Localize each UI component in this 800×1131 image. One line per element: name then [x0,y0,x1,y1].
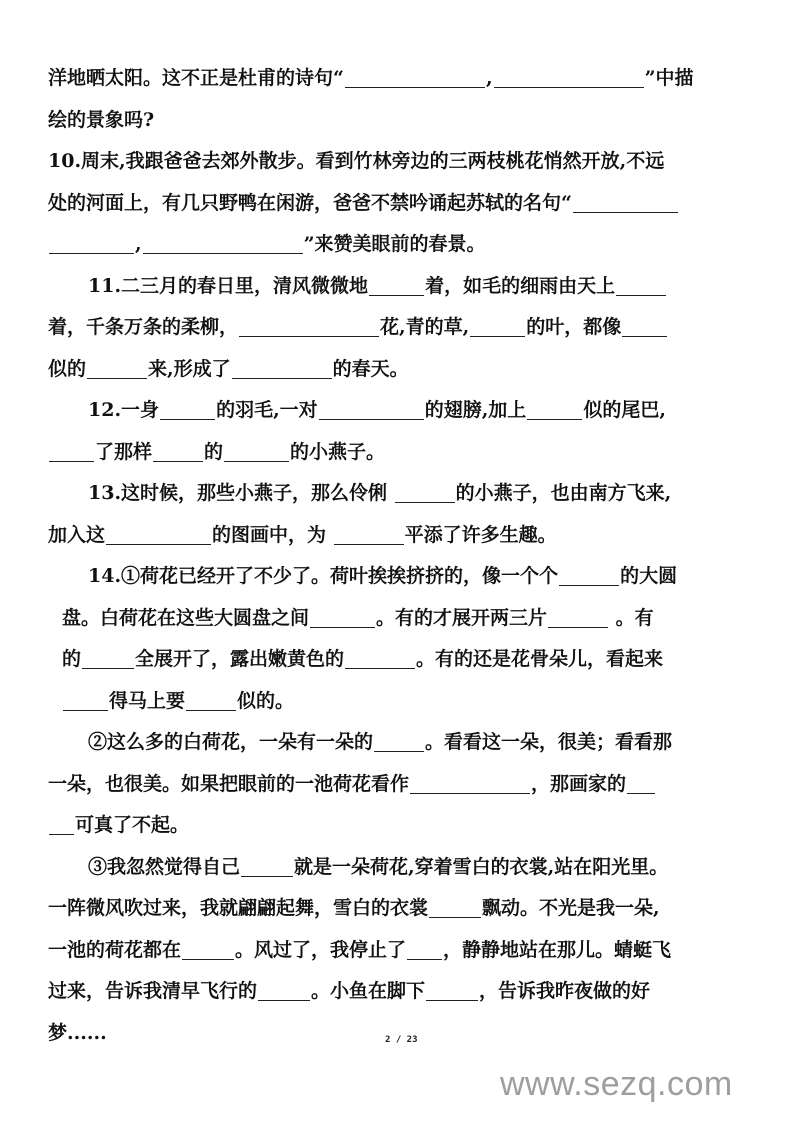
fill-in-blank[interactable] [106,522,211,545]
text-segment: 盘。白荷花在这些大圆盘之间 [62,606,310,629]
text-segment: 的图画中，为 [212,523,333,546]
fill-in-blank[interactable] [49,812,74,835]
text-segment: 着，千条万条的柔柳， [48,316,239,338]
watermark: www.sezq.com [500,1065,733,1103]
fill-in-blank[interactable] [63,688,108,711]
text-line [48,639,754,681]
text-segment: 可真了不起。 [75,814,190,836]
fill-in-blank[interactable] [395,480,455,503]
text-segment: 平添了许多生趣。 [404,523,557,546]
text-line [48,598,754,640]
text-segment: 似的。 [237,689,295,712]
fill-in-blank[interactable] [82,646,134,669]
text-segment: 全展开了，露出嫩黄色的 [135,648,345,670]
text-line [48,930,754,972]
text-line [48,224,754,266]
text-segment: 加入这 [48,523,106,546]
text-segment: 就是一朵荷花,穿着雪白的衣裳,站在阳光里。 [294,855,669,878]
fill-in-blank[interactable] [573,190,678,213]
text-line [48,971,754,1013]
text-line [48,307,754,349]
fill-in-blank[interactable] [182,937,234,960]
text-segment: 的小燕子，也由南方飞来, [455,482,672,504]
text-segment: 飘动。不光是我一朵, [482,897,660,919]
text-line [48,805,754,847]
text-line [48,888,754,930]
text-line [48,349,754,391]
document-body [48,58,754,1054]
text-segment: 一朵，也很美。如果把眼前的一池荷花看作 [48,772,410,795]
text-segment: 的翅膀,加上 [424,399,527,421]
text-segment: 12.一身 [88,399,160,421]
text-segment: 一池的荷花都在 [48,938,182,961]
fill-in-blank[interactable] [426,978,478,1001]
text-segment: 的叶，都像 [526,316,622,338]
text-segment: 似的 [48,357,87,380]
text-segment: ，告诉我昨夜做的好 [479,980,651,1002]
text-segment: ②这么多的白荷花，一朵有一朵的 [88,731,374,753]
page-number: 2 / 23 [385,1035,418,1045]
text-segment: 。看看这一朵，很美；看看那 [425,731,673,753]
text-segment: 似的尾巴, [583,399,666,421]
text-segment: 13.这时候，那些小燕子，那么伶俐 [88,482,394,504]
text-line [48,390,754,432]
text-segment: 。有的才展开两三片 [376,606,548,629]
text-segment: 的小燕子。 [290,440,386,463]
text-segment: ”来赞美眼前的春景。 [303,233,486,255]
text-segment: 过来，告诉我清早飞行的 [48,980,258,1002]
fill-in-blank[interactable] [239,314,379,337]
fill-in-blank[interactable] [470,314,525,337]
fill-in-blank[interactable] [410,771,530,794]
text-segment: 来,形成了 [148,357,231,380]
text-segment: 的 [204,440,224,463]
text-line [48,266,754,308]
text-segment: 得马上要 [109,689,186,712]
text-line [48,432,754,474]
text-line [48,847,754,889]
fill-in-blank[interactable] [143,231,303,254]
fill-in-blank[interactable] [616,273,666,296]
fill-in-blank[interactable] [319,397,424,420]
text-line [48,141,754,183]
text-segment: ③我忽然觉得自己 [88,855,241,878]
text-segment: 的 [62,648,82,670]
text-segment: 。有 [609,606,654,629]
fill-in-blank[interactable] [559,563,619,586]
fill-in-blank[interactable] [258,978,310,1001]
text-segment: 花,青的草, [380,316,470,338]
fill-in-blank[interactable] [160,397,215,420]
fill-in-blank[interactable] [345,65,485,88]
fill-in-blank[interactable] [429,895,481,918]
text-line [48,183,754,225]
fill-in-blank[interactable] [49,439,94,462]
fill-in-blank[interactable] [527,397,582,420]
text-segment: 10.周末,我跟爸爸去郊外散步。看到竹林旁边的三两枝桃花悄然开放,不远 [48,150,665,172]
text-segment: ”中描 [644,67,694,89]
fill-in-blank[interactable] [622,314,667,337]
text-line [48,722,754,764]
fill-in-blank[interactable] [369,273,424,296]
text-segment: 14.①荷花已经开了不少了。荷叶挨挨挤挤的，像一个个 [88,565,559,587]
text-segment: 。有的还是花骨朵儿，看起来 [416,648,664,670]
text-segment: ，那画家的 [531,772,627,795]
text-segment: 着，如毛的细雨由天上 [425,274,616,297]
text-segment: ，静静地站在那儿。蜻蜓飞 [443,938,672,961]
text-line [48,515,754,557]
text-segment: 处的河面上，有几只野鸭在闲游，爸爸不禁吟诵起苏轼的名句“ [48,191,572,214]
text-segment: , [135,233,142,255]
text-line [48,556,754,598]
fill-in-blank[interactable] [548,605,608,628]
text-segment: 洋地晒太阳。这不正是杜甫的诗句“ [48,67,344,89]
fill-in-blank[interactable] [494,65,644,88]
text-line [48,473,754,515]
fill-in-blank[interactable] [374,729,424,752]
text-segment: 的羽毛,一对 [216,399,318,421]
text-segment: 。风过了，我停止了 [235,938,407,961]
text-segment: 11.二三月的春日里，清风微微地 [88,274,369,297]
text-segment: , [485,67,493,89]
fill-in-blank[interactable] [345,646,415,669]
text-segment: 梦...... [48,1021,107,1044]
text-line [48,681,754,723]
text-line [48,58,754,100]
fill-in-blank[interactable] [407,937,442,960]
fill-in-blank[interactable] [224,439,289,462]
text-line [48,100,754,142]
fill-in-blank[interactable] [186,688,236,711]
fill-in-blank[interactable] [87,356,147,379]
fill-in-blank[interactable] [49,231,134,254]
fill-in-blank[interactable] [241,854,293,877]
fill-in-blank[interactable] [334,522,404,545]
fill-in-blank[interactable] [153,439,203,462]
fill-in-blank[interactable] [310,605,375,628]
text-line [48,1013,754,1055]
text-segment: 。小鱼在脚下 [311,980,426,1002]
text-segment: 的春天。 [332,357,409,380]
fill-in-blank[interactable] [232,356,332,379]
text-segment: 了那样 [95,440,153,463]
text-segment: 绘的景象吗? [48,108,155,131]
text-segment: 的大圆 [620,565,678,587]
text-line [48,764,754,806]
fill-in-blank[interactable] [627,771,655,794]
text-segment: 一阵微风吹过来，我就翩翩起舞，雪白的衣裳 [48,897,429,919]
